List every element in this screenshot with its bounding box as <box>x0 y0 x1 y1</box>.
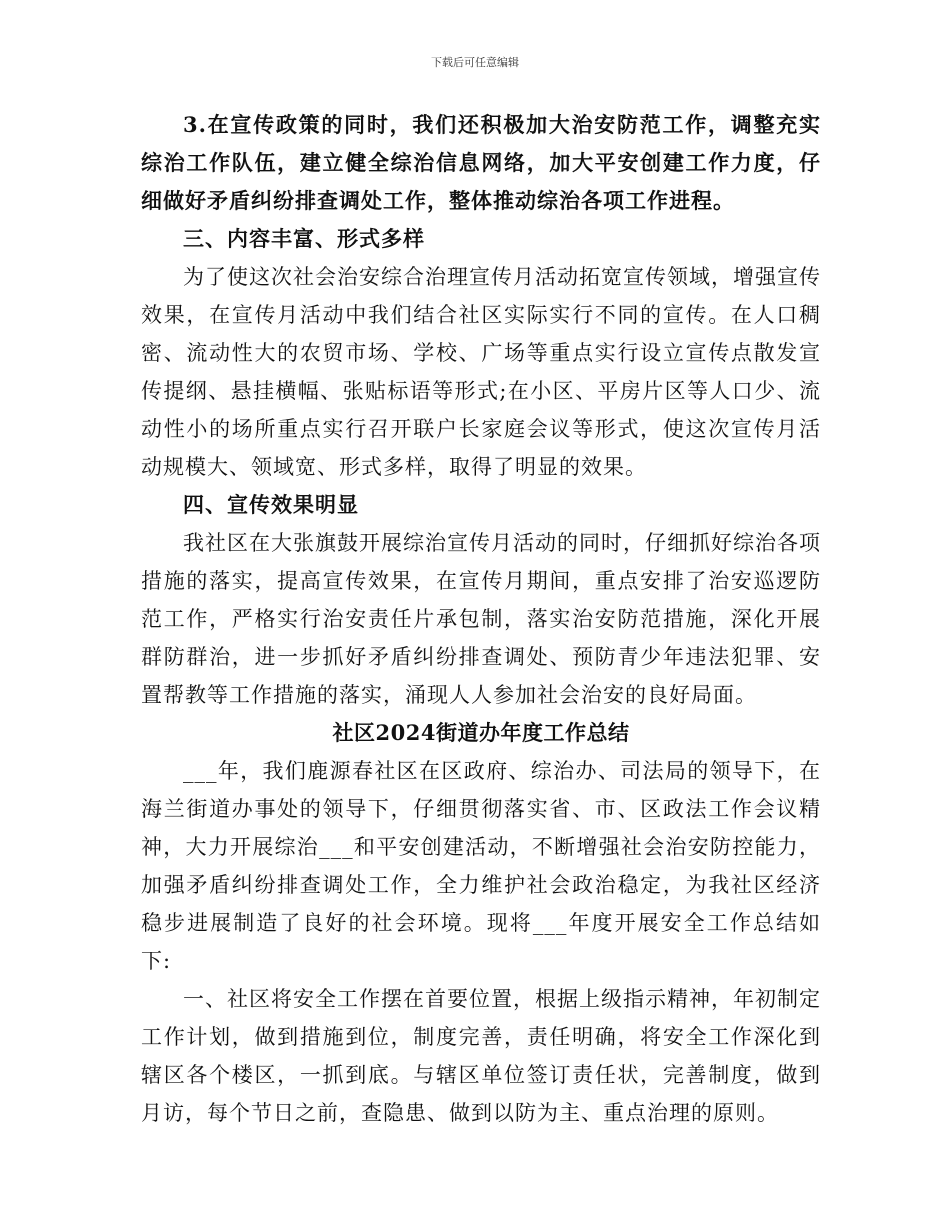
paragraph-item-1: 一、社区将安全工作摆在首要位置，根据上级指示精神，年初制定工作计划，做到措施到位，制度完善，责任明确，将安全工作深化到辖区各个楼区，一抓到底。与辖区单位签订责任状，完善制度，做到月访，每个节日之前，查隐患、做到以防为主、重点治理的原则。 <box>141 987 821 1125</box>
paragraph-section-4: 我社区在大张旗鼓开展综治宣传月活动的同时，仔细抓好综治各项措施的落实，提高宣传效果，在宣传月期间，重点安排了治安巡逻防范工作，严格实行治安责任片承包制，落实治安防范措施，深化开展群防群治，进一步抓好矛盾纠纷排查调处、预防青少年违法犯罪、安置帮教等工作措施的落实，涌现人人参加社会治安的良好局面。 <box>141 531 821 707</box>
paragraph-intro: ___年，我们鹿源春社区在区政府、综治办、司法局的领导下，在海兰街道办事处的领导下，仔细贯彻落实省、市、区政法工作会议精神，大力开展综治___和平安创建活动，不断增强社会治安防控能力，加强矛盾纠纷排查调处工作，全力维护社会政治稳定，为我社区经济稳步进展制造了良好的社会环境。现将___年度开展安全工作总结如下: <box>141 759 821 973</box>
document-title: 社区2024街道办年度工作总结 <box>332 720 630 745</box>
page-header-note: 下载后可任意编辑 <box>431 56 519 69</box>
paragraph-point-3: 3.在宣传政策的同时，我们还积极加大治安防范工作，调整充实综治工作队伍，建立健全综治信息网络，加大平安创建工作力度，仔细做好矛盾纠纷排查调处工作，整体推动综治各项工作进程。 <box>141 112 821 213</box>
paragraph-section-3: 为了使这次社会治安综合治理宣传月活动拓宽宣传领域，增强宣传效果，在宣传月活动中我们结合社区实际实行不同的宣传。在人口稠密、流动性大的农贸市场、学校、广场等重点实行设立宣传点散发宣传提纲、悬挂横幅、张贴标语等形式;在小区、平房片区等人口少、流动性小的场所重点实行召开联户长家庭会议等形式，使这次宣传月活动规模大、领域宽、形式多样，取得了明显的效果。 <box>141 265 821 479</box>
section-heading-4: 四、宣传效果明显 <box>183 492 359 517</box>
section-heading-3: 三、内容丰富、形式多样 <box>183 226 425 251</box>
document-body <box>141 106 821 1132</box>
